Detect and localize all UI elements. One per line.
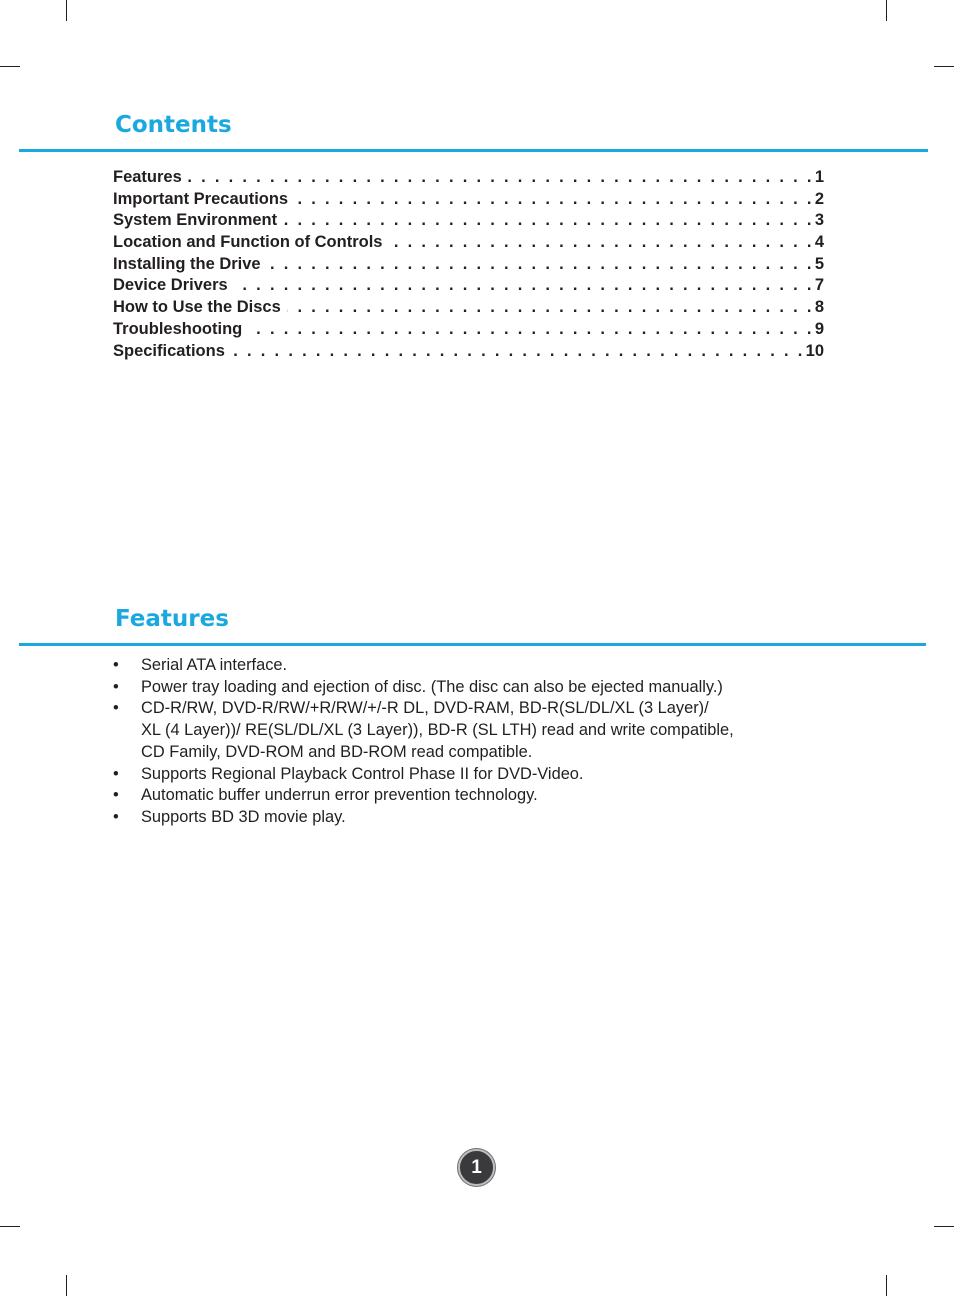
- toc-dot-leader: [283, 210, 814, 232]
- crop-mark-left-bottom: [0, 1226, 20, 1227]
- toc-entry[interactable]: [113, 341, 824, 363]
- toc-dot-leader: [287, 297, 814, 319]
- toc-entry[interactable]: [113, 232, 824, 254]
- toc-entry-page: 10: [805, 341, 824, 360]
- toc-entry[interactable]: [113, 167, 824, 189]
- feature-item: [113, 764, 833, 786]
- bullet-icon: •: [113, 656, 119, 674]
- features-rule: [19, 643, 926, 646]
- toc-entry[interactable]: [113, 297, 824, 319]
- toc-entry[interactable]: [113, 210, 824, 232]
- features-heading: Features: [115, 606, 229, 632]
- feature-item: [113, 785, 833, 807]
- feature-text: Supports BD 3D movie play.: [141, 807, 346, 826]
- feature-text: CD Family, DVD-ROM and BD-ROM read compatible.: [141, 742, 533, 761]
- toc-dot-leader: [248, 319, 814, 341]
- feature-text: Supports Regional Playback Control Phase II for DVD-Video.: [141, 764, 584, 783]
- toc-entry[interactable]: [113, 275, 824, 297]
- feature-text: CD-R/RW, DVD-R/RW/+R/RW/+/-R DL, DVD-RAM, BD-R(SL/DL/XL (3 Layer)/: [141, 699, 709, 718]
- toc-dot-leader: [188, 167, 814, 189]
- toc-entry-title: Troubleshooting: [113, 319, 243, 338]
- toc-entry-page: 7: [814, 276, 824, 295]
- toc-entry-page: 5: [814, 254, 824, 273]
- feature-item: [113, 807, 833, 829]
- crop-mark-right-top: [934, 66, 954, 67]
- toc-dot-leader: [294, 189, 814, 211]
- feature-text: Automatic buffer underrun error prevention technology.: [141, 786, 538, 805]
- toc-entry-title: Features: [113, 168, 182, 186]
- toc-entry[interactable]: [113, 189, 824, 211]
- crop-mark-top-right: [886, 0, 887, 21]
- bullet-icon: •: [113, 786, 119, 805]
- contents-rule: [19, 149, 928, 152]
- features-list: [113, 655, 833, 829]
- bullet-icon: •: [113, 677, 119, 696]
- toc-entry-page: 4: [814, 233, 824, 252]
- toc-entry-page: 2: [814, 189, 824, 208]
- feature-item: [113, 677, 833, 699]
- bullet-icon: •: [113, 764, 119, 783]
- toc-dot-leader: [267, 254, 814, 276]
- feature-text: XL (4 Layer))/ RE(SL/DL/XL (3 Layer)), BD-R (SL LTH) read and write compatible,: [141, 721, 734, 740]
- toc-dot-leader: [388, 232, 813, 254]
- feature-text: Serial ATA interface.: [141, 656, 288, 674]
- feature-item: [113, 655, 833, 677]
- toc-entry[interactable]: [113, 319, 824, 341]
- crop-mark-right-bottom: [934, 1226, 954, 1227]
- page-number-badge: 1: [458, 1149, 495, 1186]
- crop-mark-bottom-left: [66, 1275, 67, 1296]
- toc-entry-title: Important Precautions: [113, 189, 289, 208]
- toc-entry-page: 1: [814, 168, 824, 186]
- toc-entry[interactable]: [113, 254, 824, 276]
- feature-text: Power tray loading and ejection of disc. (The disc can also be ejected manually.): [141, 677, 723, 696]
- toc-entry-title: Installing the Drive: [113, 254, 261, 273]
- bullet-icon: •: [113, 807, 119, 826]
- bullet-icon: •: [113, 699, 119, 718]
- toc-entry-title: Device Drivers: [113, 276, 228, 295]
- toc-entry-title: Specifications: [113, 341, 225, 360]
- toc-dot-leader: [234, 275, 814, 297]
- toc-entry-title: Location and Function of Controls: [113, 233, 383, 252]
- feature-item: [113, 698, 833, 763]
- table-of-contents: [113, 167, 824, 362]
- contents-heading: Contents: [115, 112, 232, 138]
- toc-entry-title: System Environment: [113, 211, 278, 230]
- toc-entry-title: How to Use the Discs: [113, 298, 281, 317]
- toc-entry-page: 3: [814, 211, 824, 230]
- crop-mark-left-top: [0, 66, 20, 67]
- toc-dot-leader: [231, 341, 805, 363]
- toc-entry-page: 9: [814, 319, 824, 338]
- crop-mark-bottom-right: [886, 1275, 887, 1296]
- toc-entry-page: 8: [814, 298, 824, 317]
- crop-mark-top-left: [66, 0, 67, 21]
